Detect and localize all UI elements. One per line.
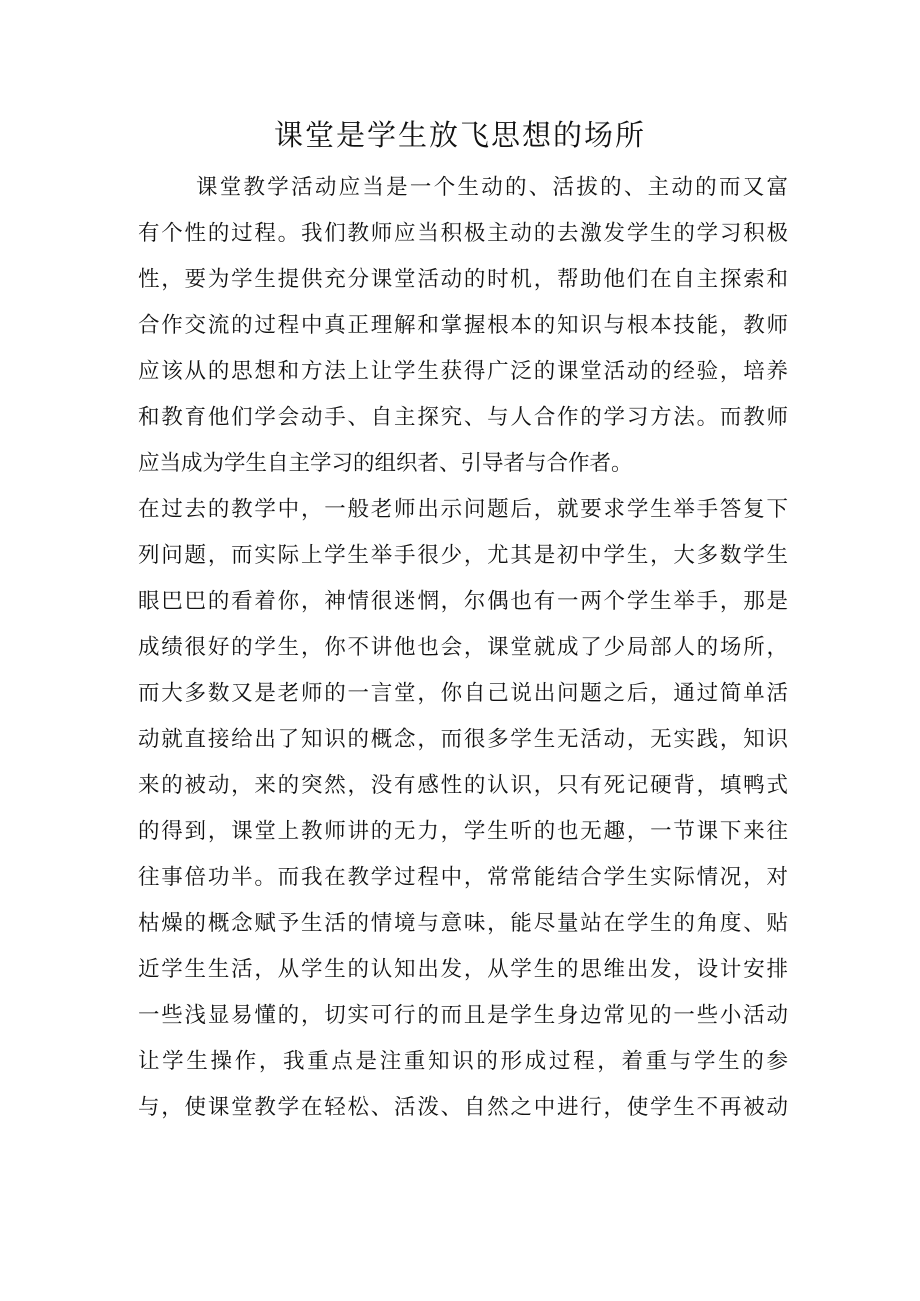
paragraph-line: 枯燥的概念赋予生活的情境与意味，能尽量站在学生的角度、贴: [138, 911, 788, 936]
paragraph-line: 近学生生活，从学生的认知出发，从学生的思维出发，设计安排: [138, 957, 788, 982]
paragraph-2: [138, 487, 788, 1131]
paragraph-line: 与，使课堂教学在轻松、活泼、自然之中进行，使学生不再被动: [138, 1095, 788, 1120]
paragraph-1: [138, 165, 788, 487]
paragraph-line: 动就直接给出了知识的概念，而很多学生无活动，无实践，知识: [138, 727, 788, 752]
paragraph-line: 往事倍功半。而我在教学过程中，常常能结合学生实际情况，对: [138, 865, 788, 890]
paragraph-line: 而大多数又是老师的一言堂，你自己说出问题之后，通过简单活: [138, 681, 788, 706]
paragraph-line: 列问题，而实际上学生举手很少，尤其是初中学生，大多数学生: [138, 543, 788, 568]
paragraph-line: 应该从的思想和方法上让学生获得广泛的课堂活动的经验，培养: [138, 359, 788, 384]
paragraph-line: 有个性的过程。我们教师应当积极主动的去激发学生的学习积极: [138, 221, 788, 246]
paragraph-line: 和教育他们学会动手、自主探究、与人合作的学习方法。而教师: [138, 405, 788, 430]
paragraph-line: 在过去的教学中，一般老师出示问题后，就要求学生举手答复下: [138, 497, 788, 522]
paragraph-line: 让学生操作，我重点是注重知识的形成过程，着重与学生的参: [138, 1049, 788, 1074]
paragraph-line: 性，要为学生提供充分课堂活动的时机，帮助他们在自主探索和: [138, 267, 788, 292]
paragraph-line: 眼巴巴的看着你，神情很迷惘，尔偶也有一两个学生举手，那是: [138, 589, 788, 614]
paragraph-line: 一些浅显易懂的，切实可行的而且是学生身边常见的一些小活动: [138, 1003, 788, 1028]
paragraph-line: 应当成为学生自主学习的组织者、引导者与合作者。: [138, 451, 633, 476]
paragraph-line: 来的被动，来的突然，没有感性的认识，只有死记硬背，填鸭式: [138, 773, 788, 798]
paragraph-line: 的得到，课堂上教师讲的无力，学生听的也无趣，一节课下来往: [138, 819, 788, 844]
document-body: [138, 165, 788, 1131]
paragraph-line: 成绩很好的学生，你不讲他也会，课堂就成了少局部人的场所，: [138, 635, 788, 660]
paragraph-line: 课堂教学活动应当是一个生动的、活拔的、主动的而又富: [196, 175, 788, 200]
paragraph-line: 合作交流的过程中真正理解和掌握根本的知识与根本技能，教师: [138, 313, 788, 338]
document-title: 课堂是学生放飞思想的场所: [273, 118, 646, 152]
